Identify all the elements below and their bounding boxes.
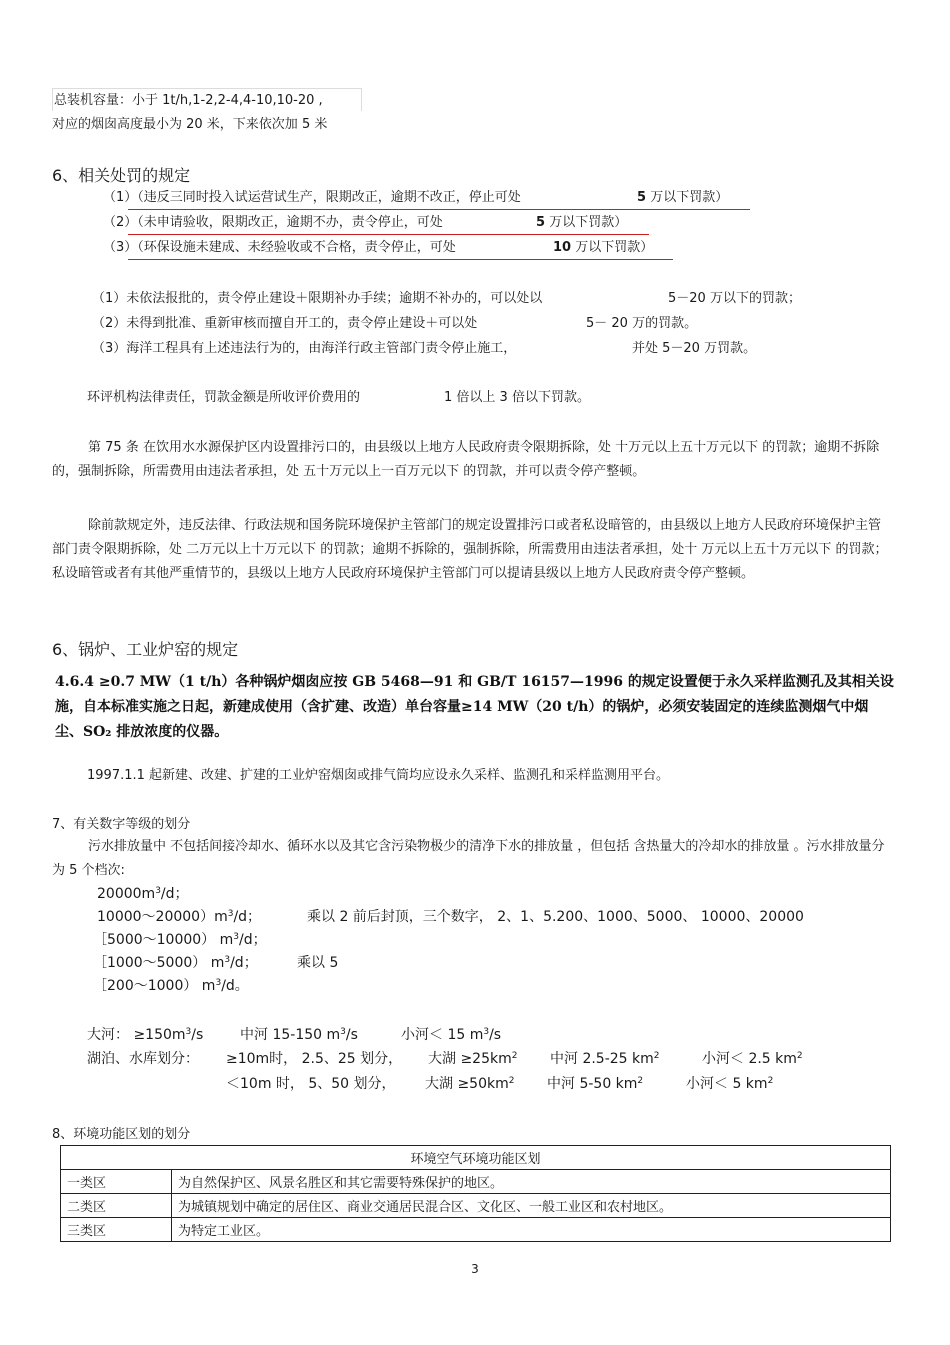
river-large: 大河： $\ge 150m^3/s$ — [87, 1027, 204, 1043]
page-number: 3 — [471, 1262, 479, 1276]
rule-1: （1）未依法报批的，责令停止建设＋限期补办手续；逾期不补办的，可以处以 — [92, 291, 543, 306]
intro-line-2: 对应的烟囱高度最小为 20 米，下来依次加 5 米 — [52, 117, 328, 132]
penalty-item-text: （环保设施未建成、未经验收或不合格，责令停止，可处 — [137, 240, 456, 255]
table-row — [61, 1218, 891, 1242]
boiler-heading: 6、锅炉、工业炉窑的规定 — [52, 640, 239, 659]
lake-shallow-rule: ＜10m 时， 5、50 划分， — [226, 1076, 396, 1092]
level-4: ［1000～5000） $m^3/d$； — [93, 955, 258, 971]
table-title: 环境空气环境功能区划 — [61, 1146, 891, 1170]
kiln-rule: 1997.1.1 起新建、改建、扩建的工业炉窑烟囱或排气筒均应设永久采样、监测孔和采样监测用平台。 — [87, 768, 670, 783]
grades-heading: 7、有关数字等级的划分 — [52, 817, 191, 832]
article-75: 第 75 条 在饮用水水源保护区内设置排污口的，由县级以上地方人民政府责令限期拆除，处 十万元以上五十万元以下 的罚款；逾期不拆除的，强制拆除，所需费用由违法者承担，处 五十万元以上一百万元以下 的罚款，并可以责令停产整顿。 — [52, 440, 880, 479]
zone-name: 三类区 — [61, 1218, 172, 1242]
level-5: ［200～1000） $m^3/d$。 — [93, 978, 249, 994]
zone-name: 二类区 — [61, 1194, 172, 1218]
lake-shallow-small: 小河＜ 5 $km^2$ — [686, 1076, 774, 1092]
lake-deep-small: 小河＜ 2.5 $km^2$ — [702, 1051, 803, 1067]
level-2: $10000\sim 20000)m^3/d$； — [97, 909, 262, 925]
rule-3: （3）海洋工程具有上述违法行为的，由海洋行政主管部门责令停止施工， — [92, 341, 517, 356]
level-2-note: 乘以 2 前后封顶，三个数字， 2、1、5.200、1000、5000、 10000、20000 — [307, 909, 804, 925]
penalty-item-2-amount: 5 万以下罚款） — [536, 215, 628, 230]
river-small: 小河＜ 15 $m^3/s$ — [401, 1027, 502, 1043]
article-75-b: 除前款规定外，违反法律、行政法规和国务院环境保护主管部门的规定设置排污口或者私设暗管的，由县级以上地方人民政府环境保护主管部门责令限期拆除，处 二万元以上十万元以下 的罚款；逾期不拆除的，强制拆除，所需费用由违法者承担，处十 万元以上五十万元以下 的罚款；私设暗管或者有其他严重情节的，县级以上地方人民政府环境保护主管部门可以提请县级以上地方人民政府责令停产整顿。 — [52, 518, 888, 581]
penalty-item-prefix: （2） — [103, 215, 138, 230]
penalty-item-text: （未申请验收，限期改正，逾期不办，责令停止，可处 — [137, 215, 443, 230]
agency-liability: 环评机构法律责任，罚款金额是所收评价费用的 — [87, 390, 361, 405]
zones-heading: 8、环境功能区划的划分 — [52, 1127, 191, 1142]
rule-3-tail: 并处 5－20 万罚款。 — [632, 341, 757, 356]
penalty-item-1-amount: 5 万以下罚款） — [637, 190, 729, 205]
table-row — [61, 1194, 891, 1218]
zone-desc: 为自然保护区、风景名胜区和其它需要特殊保护的地区。 — [172, 1170, 891, 1194]
rule-2-tail: 5－ 20 万的罚款。 — [586, 316, 698, 331]
penalty-item-2 — [103, 214, 443, 232]
red-underline — [128, 209, 750, 210]
zone-desc: 为特定工业区。 — [172, 1218, 891, 1242]
level-4-note: 乘以 5 — [297, 955, 339, 971]
rule-1-tail: 5－20 万以下的罚款； — [668, 291, 801, 306]
river-medium: 中河 15-150 $m^3/s$ — [240, 1027, 358, 1043]
red-underline — [128, 259, 673, 260]
lake-shallow-medium: 中河 5-50 $km^2$ — [547, 1076, 644, 1092]
zone-name: 一类区 — [61, 1170, 172, 1194]
intro-line-1: 总装机容量：小于 1t/h,1-2,2-4,4-10,10-20 , — [54, 93, 323, 108]
table-row — [61, 1170, 891, 1194]
lake-deep-rule: ≥10m时， 2.5、25 划分， — [226, 1051, 403, 1067]
penalty-item-prefix: （3） — [103, 240, 138, 255]
zone-desc: 为城镇规划中确定的居住区、商业交通居民混合区、文化区、一般工业区和农村地区。 — [172, 1194, 891, 1218]
lake-deep-medium: 中河 2.5-25 $km^2$ — [550, 1051, 660, 1067]
wastewater-paragraph: 污水排放量中 不包括间接冷却水、循环水以及其它含污染物极少的清净下水的排放量 ，但包括 含热量大的冷却水的排放量 。污水排放量分为 5 个档次: — [52, 839, 885, 878]
penalty-heading: 6、相关处罚的规定 — [52, 166, 191, 185]
level-3: ［5000～10000） $m^3/d$； — [93, 932, 267, 948]
lake-shallow-large: 大湖 $\ge 50km^2$ — [425, 1076, 515, 1092]
lake-deep-large: 大湖 $\ge 25km^2$ — [428, 1051, 518, 1067]
boiler-standard-excerpt: 4.6.4 ≥0.7 MW（1 t/h）各种锅炉烟囱应按 GB 5468—91 和 GB/T 16157—1996 的规定设置便于永久采样监测孔及其相关设施，自本标准实施之日起，新建成使用（含扩建、改造）单台容量≥14 MW（20 t/h）的锅炉，必须安装固定的连续监测烟气中烟尘、SO₂ 排放浓度的仪器。 — [55, 674, 894, 740]
penalty-item-3 — [103, 239, 456, 257]
penalty-item-prefix: （1） — [103, 190, 138, 205]
rule-2: （2）未得到批准、重新审核而擅自开工的，责令停止建设＋可以处 — [92, 316, 478, 331]
penalty-item-1 — [103, 189, 521, 207]
lake-label: 湖泊、水库划分： — [87, 1051, 199, 1067]
agency-liability-tail: 1 倍以上 3 倍以下罚款。 — [444, 390, 590, 405]
red-underline — [128, 234, 649, 235]
penalty-item-3-amount: 10 万以下罚款） — [553, 240, 654, 255]
level-1: $20000m^3/d$； — [97, 886, 189, 902]
penalty-item-text: （违反三同时投入试运营试生产，限期改正，逾期不改正，停止可处 — [137, 190, 521, 205]
air-zone-table — [60, 1145, 891, 1242]
table-header-row — [61, 1146, 891, 1170]
